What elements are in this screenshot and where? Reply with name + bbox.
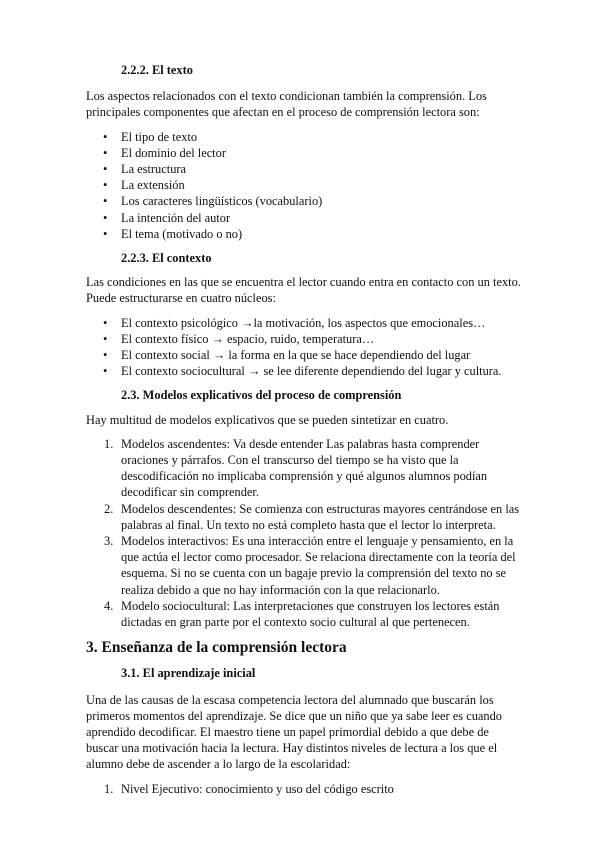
- list-item: • El dominio del lector: [103, 145, 226, 160]
- bullet-icon: •: [103, 348, 108, 363]
- paragraph-modelos-intro: Hay multitud de modelos explicativos que se pueden sintetizar en cuatro.: [86, 412, 449, 427]
- list-item: • El contexto sociocultural → se lee diferente dependiendo del lugar y cultura.: [103, 364, 502, 379]
- list-item: • El contexto social → la forma en la que se hace dependiendo del lugar: [103, 348, 471, 363]
- list-item: • El contexto psicológico →la motivación, los aspectos que emocionales…: [103, 315, 486, 330]
- paragraph-texto-intro: Los aspectos relacionados con el texto condicionan también la comprensión. Los principales componentes que afectan en el proceso de comprensión lectora son:: [86, 89, 487, 120]
- bullet-icon: •: [103, 315, 108, 330]
- bullet-icon: •: [103, 210, 108, 225]
- numbered-list-modelos: [86, 436, 524, 630]
- heading-2-2-2: 2.2.2. El texto: [121, 63, 193, 77]
- bullet-list-contexto: [86, 315, 524, 380]
- bullet-icon: •: [103, 364, 108, 379]
- heading-2-3: 2.3. Modelos explicativos del proceso de comprensión: [121, 388, 402, 403]
- list-item: 1. Nivel Ejecutivo: conocimiento y uso del código escrito: [104, 781, 394, 796]
- bullet-icon: •: [103, 178, 108, 193]
- list-item: 4. Modelo sociocultural: Las interpretaciones que construyen los lectores están dictadas en gran parte por el contexto socio cultural al que pertenecen.: [104, 598, 500, 630]
- heading-3: 3. Enseñanza de la comprensión lectora: [86, 639, 347, 657]
- bullet-icon: •: [103, 129, 108, 144]
- numbered-list-niveles: [86, 781, 524, 797]
- list-item: • El contexto físico → espacio, ruido, temperatura…: [103, 331, 375, 346]
- bullet-icon: •: [103, 145, 108, 160]
- document-content: [86, 62, 524, 797]
- bullet-icon: •: [103, 331, 108, 346]
- list-item: • Los caracteres lingüísticos (vocabulario): [103, 194, 323, 209]
- bullet-icon: •: [103, 226, 108, 241]
- heading-3-1: 3.1. El aprendizaje inicial: [121, 666, 256, 681]
- bullet-list-texto: [86, 129, 524, 242]
- list-item: 2. Modelos descendentes: Se comienza con estructuras mayores centrándose en las palabras al final. Un texto no está completo hasta que el lector lo interpreta.: [104, 501, 520, 532]
- list-item: • El tipo de texto: [103, 129, 198, 144]
- list-number: 1.: [104, 436, 114, 451]
- heading-2-2-3: 2.2.3. El contexto: [121, 251, 212, 266]
- list-number: 3.: [104, 534, 114, 549]
- list-item: • El tema (motivado o no): [103, 226, 243, 241]
- list-item: • La estructura: [103, 162, 187, 177]
- list-number: 1.: [104, 781, 114, 796]
- list-item: • La intención del autor: [103, 210, 231, 225]
- paragraph-contexto-intro: Las condiciones en las que se encuentra el lector cuando entra en contacto con un texto. Puede estructurarse en cuatro núcleos:: [86, 275, 521, 306]
- list-number: 4.: [104, 598, 114, 613]
- paragraph-aprendizaje: Una de las causas de la escasa competencia lectora del alumnado que buscarán los primeros momentos del aprendizaje. Se dice que un niño que ya sabe leer es cuando aprendido decodificar. El maestro tiene un papel primordial debido a que debe de buscar una motivación hacia la lectura. Hay distintos niveles de lectura a los que el alumno debe de ascender a lo largo de la escolaridad:: [86, 692, 502, 772]
- list-item: 3. Modelos interactivos: Es una interacción entre el lenguaje y pensamiento, en la que actúa el lector como procesador. Se relaciona directamente con la teoría del esquema. Si no se cuenta con un bagaje previo la comprensión del texto no se realiza debido a que no hay información con la que relacionarlo.: [104, 534, 516, 597]
- list-number: 2.: [104, 501, 114, 516]
- list-item: 1. Modelos ascendentes: Va desde entender Las palabras hasta comprender oraciones y párrafos. Con el transcurso del tiempo se ha visto que la descodificación no implicaba comprensión y qué algunos alumnos podían decodificar sin comprender.: [104, 436, 488, 500]
- bullet-icon: •: [103, 162, 108, 177]
- list-item: • La extensión: [103, 178, 185, 193]
- bullet-icon: •: [103, 194, 108, 209]
